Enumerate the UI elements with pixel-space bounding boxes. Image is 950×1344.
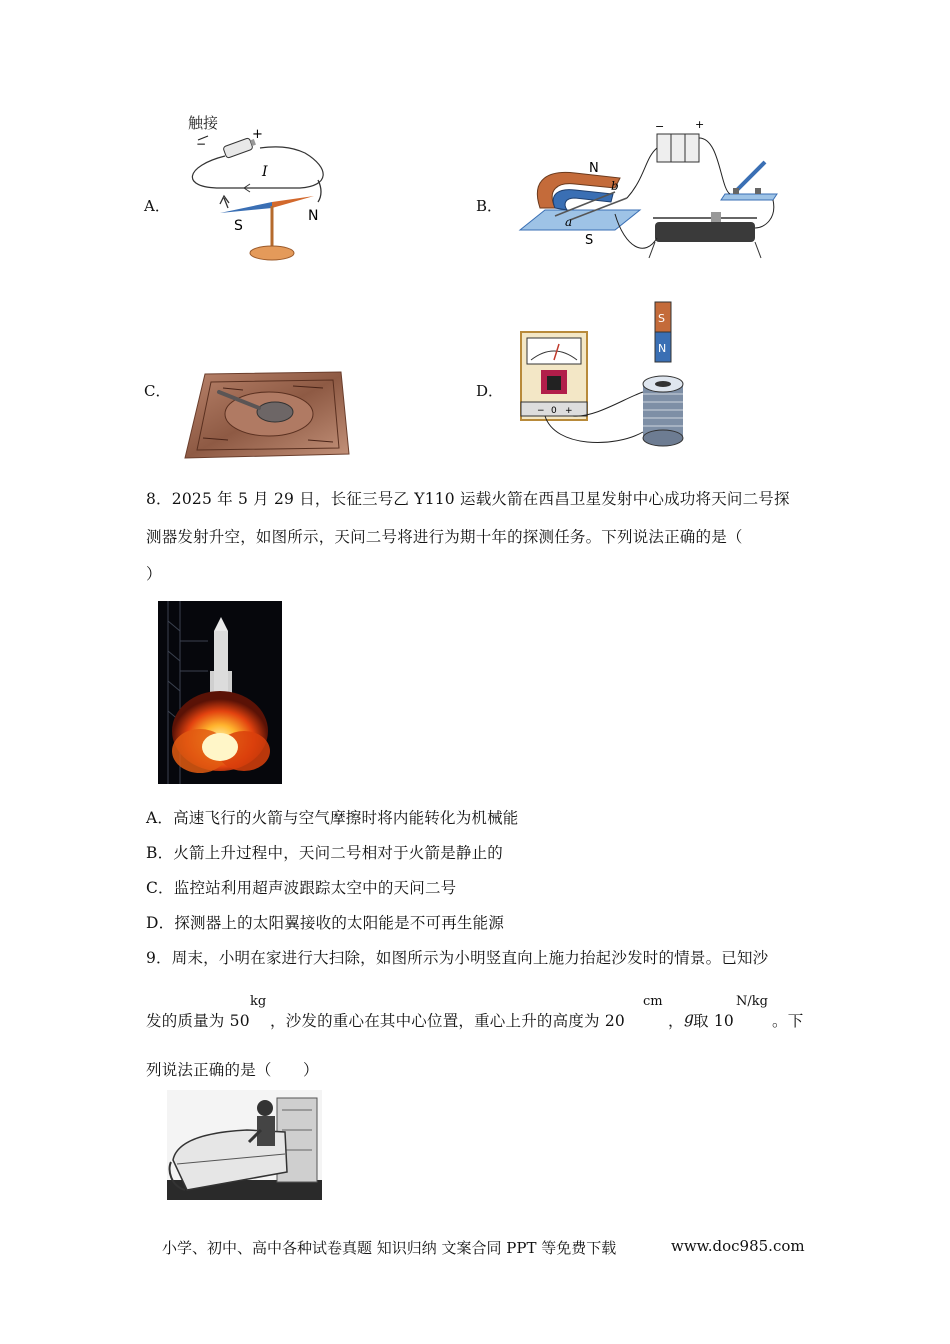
figure-sinan-compass <box>183 368 353 463</box>
q8-option-d: D．探测器上的太阳翼接收的太阳能是不可再生能源 <box>146 914 505 932</box>
q9-seg-2: ，沙发的重心在其中心位置，重心上升的高度为 20 <box>270 1012 625 1030</box>
q9-stem-line-3: 列说法正确的是（ ） <box>146 1061 319 1079</box>
switch-icon <box>721 162 777 200</box>
coil-icon <box>643 376 683 446</box>
q8-option-a: A．高速飞行的火箭与空气摩擦时将内能转化为机械能 <box>146 809 519 827</box>
q9-seg-1: 发的质量为 50 <box>146 1012 250 1030</box>
touch-label: 触接 <box>188 114 219 132</box>
galvanometer-icon <box>521 332 587 420</box>
svg-text:I: I <box>262 164 268 180</box>
rocket-launch-photo <box>158 601 282 784</box>
sofa-lifting-photo <box>167 1090 322 1200</box>
q9-unit-cm: cm <box>643 994 663 1009</box>
q9-unit-kg: kg <box>250 994 267 1009</box>
svg-text:0: 0 <box>551 406 557 416</box>
q8-stem-line-3: ） <box>146 565 162 583</box>
footer-url[interactable]: www.doc985.com <box>671 1237 805 1255</box>
svg-text:N: N <box>658 342 667 355</box>
figure-oersted-compass <box>180 108 340 268</box>
bar-magnet-icon <box>655 302 671 362</box>
figure-induction-galvanometer <box>515 298 700 460</box>
option-b-label: B． <box>476 197 503 215</box>
q8-stem-line-2: 测器发射升空，如图所示，天问二号将进行为期十年的探测任务。下列说法正确的是（ <box>146 528 743 546</box>
needle-n <box>272 196 314 208</box>
svg-text:+: + <box>565 406 573 416</box>
footer-text: 小学、初中、高中各种试卷真题 知识归纳 文案合同 PPT 等免费下载 <box>162 1239 617 1257</box>
option-a-label: A． <box>144 197 170 215</box>
svg-text:b: b <box>611 179 619 193</box>
wire-loop <box>192 147 323 188</box>
q8-option-b: B．火箭上升过程中，天问二号相对于火箭是静止的 <box>146 844 503 862</box>
figure-motor-circuit <box>515 118 783 268</box>
svg-text:−: − <box>537 406 545 416</box>
svg-text:−: − <box>655 120 665 133</box>
q8-option-c: C．监控站利用超声波跟踪太空中的天问二号 <box>146 879 457 897</box>
svg-text:N: N <box>308 208 319 224</box>
q9-unit-nkg: N/kg <box>736 994 768 1009</box>
q9-seg-3: ， <box>668 1012 684 1030</box>
q9-seg-4: 取 10 <box>693 1012 734 1030</box>
svg-text:S: S <box>234 218 243 234</box>
svg-text:a: a <box>565 215 573 229</box>
option-d-label: D． <box>476 382 504 400</box>
svg-text:N: N <box>589 161 599 176</box>
battery-pack-icon <box>655 118 704 162</box>
svg-text:S: S <box>658 312 665 325</box>
q9-stem-line-1: 9．周末，小明在家进行大扫除，如图所示为小明竖直向上施力抬起沙发时的情景。已知沙 <box>146 949 769 967</box>
q8-stem-line-1: 8．2025 年 5 月 29 日，长征三号乙 Y110 运载火箭在西昌卫星发射中心成功将天问二号探 <box>146 490 790 508</box>
svg-text:+: + <box>252 127 263 142</box>
option-c-label: C． <box>144 382 171 400</box>
svg-text:S: S <box>585 233 594 248</box>
q9-seg-5: 。下 <box>772 1012 804 1030</box>
svg-text:−: − <box>196 137 207 151</box>
q9-g-symbol: g <box>684 1009 695 1027</box>
svg-text:+: + <box>695 118 705 131</box>
rheostat-icon <box>649 212 761 258</box>
